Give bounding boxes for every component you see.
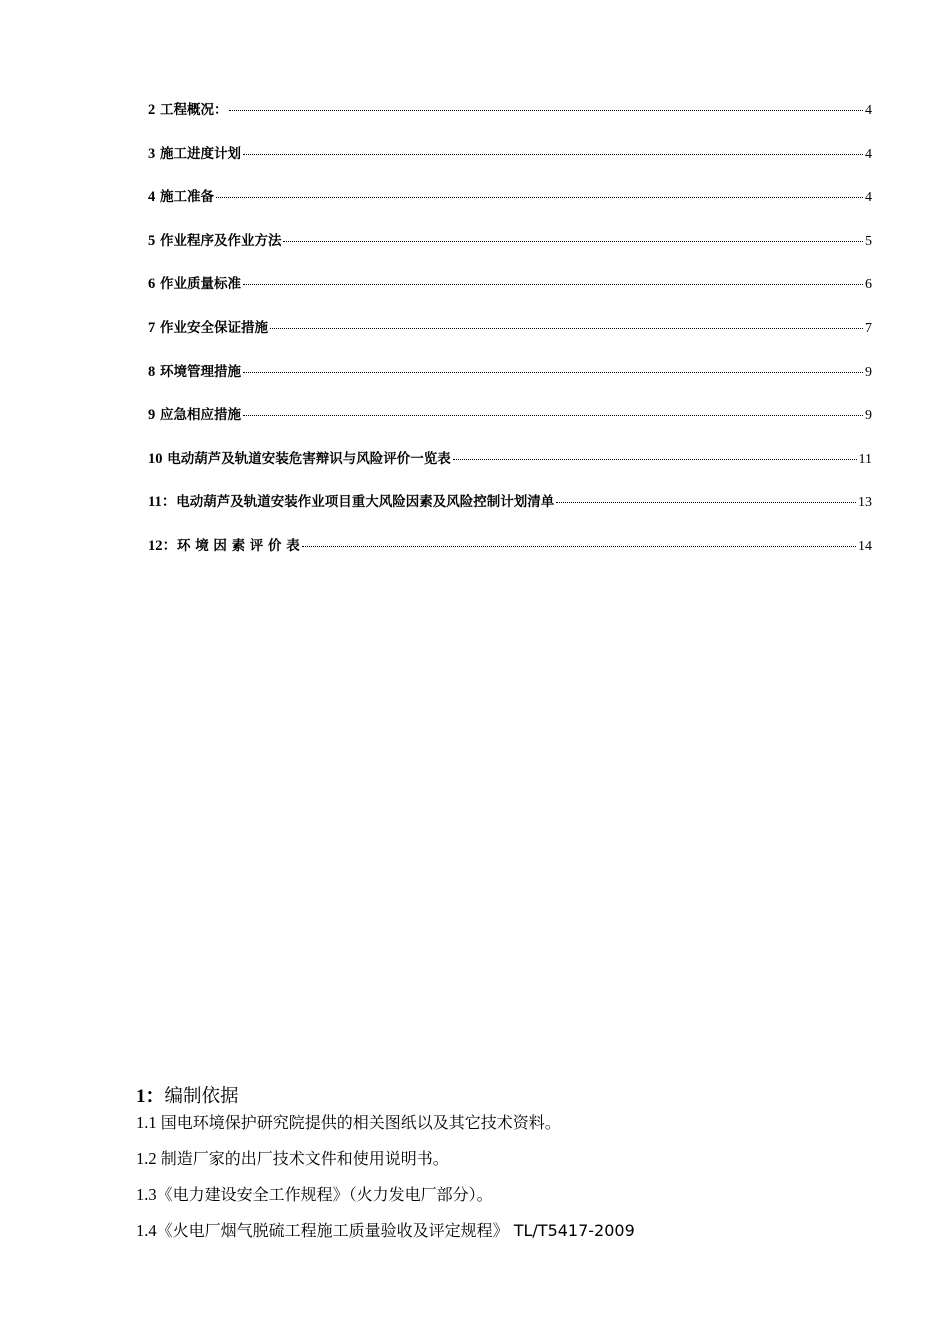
toc-entry-label: 施工准备 [159,189,214,206]
toc-leader-dots [453,459,857,460]
toc-entry[interactable] [148,98,872,142]
toc-entry[interactable] [148,185,872,229]
toc-entry-label: 电动葫芦及轨道安装危害辩识与风险评价一览表 [167,450,451,467]
toc-entry-label: 环境管理措施 [159,363,241,380]
basis-item [136,1220,876,1256]
toc-leader-dots [229,110,863,111]
toc-entry-page: 14 [858,538,872,554]
toc-entry-title [148,98,227,119]
toc-entry[interactable] [148,272,872,316]
toc-entry-number: 10 [148,450,163,467]
toc-entry-title [148,142,241,163]
toc-entry-page: 9 [865,364,872,380]
toc-leader-dots [243,154,863,155]
toc-entry-page: 4 [865,103,872,118]
toc-entry-title [148,447,451,468]
toc-entry[interactable] [148,360,872,404]
toc-entry[interactable] [148,316,872,360]
basis-item-number: 1.2 [136,1149,157,1168]
toc-entry-page: 4 [865,190,872,206]
toc-entry-page: 9 [865,408,872,424]
toc-entry-label: 作业程序及作业方法 [159,232,282,249]
toc-entry-page: 11 [858,451,872,467]
toc-entry-title [148,185,214,206]
toc-entry-page: 13 [858,495,872,511]
toc-leader-dots [556,502,856,503]
toc-entry-title [148,534,300,555]
basis-item [136,1148,876,1184]
toc-entry[interactable] [148,447,872,491]
section-compilation-basis [136,1082,876,1256]
toc-entry-label: 电动葫芦及轨道安装作业项目重大风险因素及风险控制计划清单 [176,494,555,511]
toc-entry-number: 11： [148,494,177,511]
toc-leader-dots [270,328,863,329]
toc-entry-page: 5 [865,233,872,249]
basis-item-number: 1.1 [136,1113,157,1132]
toc-entry-number: 4 [148,189,156,206]
basis-item-number: 1.3 [136,1185,157,1204]
basis-item-text: 国电环境保护研究院提供的相关图纸以及其它技术资料。 [160,1113,561,1132]
basis-item [136,1184,876,1220]
toc-leader-dots [243,372,863,373]
toc-entry-number: 7 [148,319,156,336]
toc-entry-page: 4 [865,146,872,162]
toc-entry-number: 5 [148,232,156,249]
toc-entry-page: 6 [865,277,872,293]
toc-entry-title [148,490,554,511]
toc-entry-title [148,229,281,250]
toc-entry[interactable] [148,490,872,534]
toc-leader-dots [243,415,863,416]
toc-leader-dots [302,546,856,547]
toc-entry-title [148,316,268,337]
toc-entry-label: 施工进度计划 [159,145,241,162]
toc-entry[interactable] [148,229,872,273]
basis-item-number: 1.4 [136,1221,157,1240]
toc-entry[interactable] [148,142,872,186]
table-of-contents [148,98,872,578]
toc-entry-label: 环 境 因 素 评 价 表 [177,537,300,554]
toc-entry-page: 7 [865,320,872,336]
toc-entry-label: 作业质量标准 [159,276,241,293]
basis-item [136,1112,876,1148]
section-heading [136,1082,876,1112]
basis-item-text: 制造厂家的出厂技术文件和使用说明书。 [160,1149,449,1168]
toc-leader-dots [216,197,863,198]
toc-entry-label: 应急相应措施 [159,407,241,424]
toc-leader-dots [283,241,863,242]
toc-entry-title [148,272,241,293]
toc-entry-number: 3 [148,145,156,162]
section-heading-number: 1： [136,1086,165,1107]
toc-entry-label: 作业安全保证措施 [159,319,268,336]
toc-entry-number: 12： [148,537,177,554]
toc-entry-number: 6 [148,276,156,293]
toc-entry[interactable] [148,534,872,578]
toc-entry-number: 9 [148,407,156,424]
toc-entry-number: 8 [148,363,156,380]
toc-entry-number: 2 [148,102,156,118]
toc-entry-label: 工程概况： [159,102,228,118]
toc-entry-title [148,403,241,424]
toc-entry-title [148,360,241,381]
section-heading-text: 编制依据 [164,1086,239,1107]
basis-item-text: 《电力建设安全工作规程》（火力发电厂部分）。 [156,1185,493,1204]
toc-entry[interactable] [148,403,872,447]
toc-leader-dots [243,284,863,285]
basis-item-text: 《火电厂烟气脱硫工程施工质量验收及评定规程》 TL/T5417-2009 [156,1221,635,1240]
